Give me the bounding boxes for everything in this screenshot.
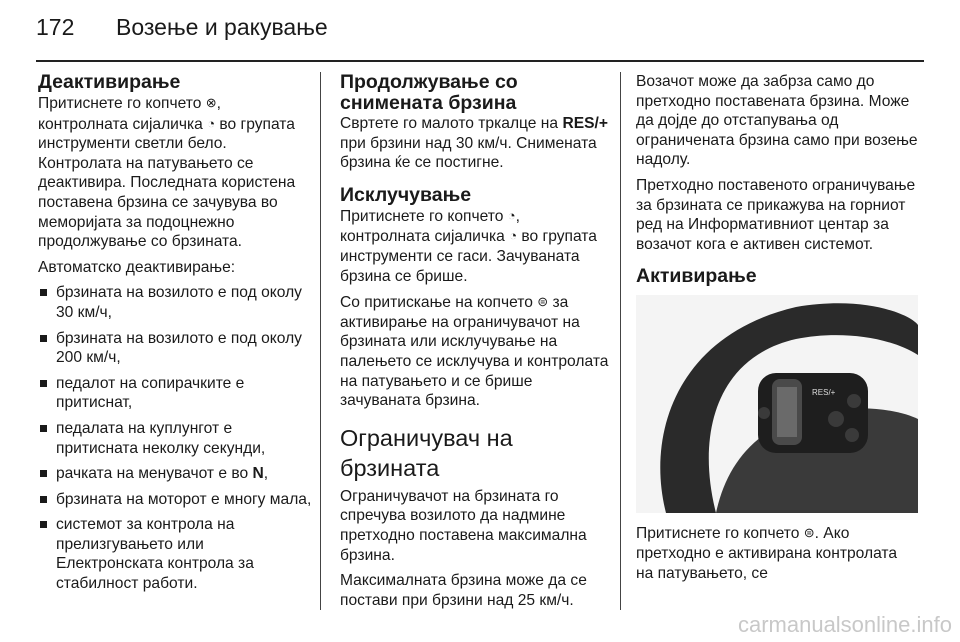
header-rule [36, 60, 924, 62]
list-item: системот за контрола на прелизгувањето или Електронската контрола за стабилност работи. [38, 515, 313, 593]
column-2 [340, 72, 612, 616]
limiter-description: Ограничувачот на брзината го спречува возилото да надмине претходно поставена максимална брзина. [340, 487, 587, 564]
watermark: carmanualsonline.info [737, 612, 952, 637]
limiter-switch-text: Со притискање на копчето ⊜ за активирање на ограничувачот на брзината или исклучување на палењето се исклучува и контролата на патувањето и се брише зачуваната брзина. [340, 294, 609, 410]
list-item: рачката на менувачот е во N, [38, 464, 313, 484]
list-item: педалот на сопирачките е притиснат, [38, 374, 313, 413]
auto-deactivation-list [38, 283, 313, 593]
speed-limiter-icon: ⊜ [803, 525, 815, 541]
column-divider [320, 72, 321, 610]
list-item: брзината на возилото е под околу 30 км/ч, [38, 283, 313, 322]
cruise-control-icon: ◔ [207, 115, 216, 131]
deactivation-heading: Деактивирање [38, 71, 181, 93]
page-header [36, 14, 328, 41]
page-title: Возење и ракување [116, 14, 328, 40]
column-1 [38, 72, 313, 600]
speed-limiter-heading: Ограничувач на брзината [340, 424, 513, 481]
deactivation-text: Притиснете го копчето ⊗, контролната сијаличка ◔ во групата инструменти светли бело. Контролата на патувањето се деактивира. Последната користена поставена брзина се зачувува во меморијата за подоцнежно продолжување со брзината. [38, 95, 296, 251]
resume-text: Свртете го малото тркалце на RES/+ при брзини над 30 км/ч. Снимената брзина ќе се постигне. [340, 115, 608, 172]
cruise-off-icon: ⊗ [205, 95, 217, 110]
auto-deactivation-label: Автоматско деактивирање: [38, 258, 236, 276]
limiter-max-speed: Максималната брзина може да се постави при брзини над 25 км/ч. [340, 572, 587, 609]
list-item: брзината на возилото е под околу 200 км/ч, [38, 329, 313, 368]
column-3 [636, 72, 918, 589]
activation-text: Притиснете го копчето ⊜. Ако претходно е активирана контролата на патувањето, се [636, 525, 898, 582]
speed-limiter-icon: ⊜ [537, 294, 549, 310]
display-text: Претходно поставеното ограничување за брзината се прикажува на горниот ред на Информативниот центар за возачот кога е активен системот. [636, 176, 916, 253]
acceleration-text: Возачот може да забрза само до претходно поставената брзина. Може да дојде до отстапувања од ограничената брзина само при возење надолу. [636, 73, 918, 169]
list-item: брзината на моторот е многу мала, [38, 490, 313, 510]
res-plus-label: RES/+ [812, 388, 836, 398]
column-divider [620, 72, 621, 610]
page-number: 172 [36, 14, 75, 40]
switch-off-heading: Исклучување [340, 183, 472, 206]
activation-heading: Активирање [636, 265, 757, 288]
switch-off-text: Притиснете го копчето ◔, контролната сијаличка ◔ во групата инструменти се гаси. Зачуваната брзина се брише. [340, 207, 597, 285]
cruise-control-icon: ◔ [509, 228, 518, 244]
list-item: педалата на куплунгот е притисната неколку секунди, [38, 419, 313, 458]
cruise-control-icon: ◔ [507, 207, 516, 223]
resume-heading: Продолжување со снимената брзина [340, 71, 518, 114]
steering-wheel-photo [636, 295, 918, 513]
